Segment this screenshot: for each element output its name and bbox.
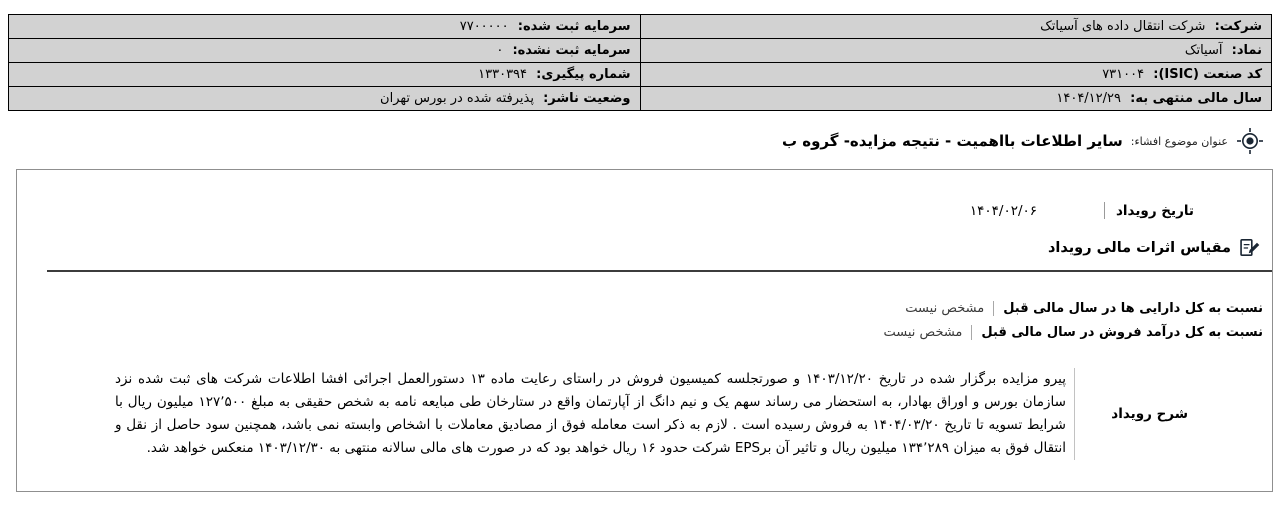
isic-code-value: ۷۳۱۰۰۴ — [1102, 67, 1145, 82]
financial-impact-title: مقیاس اثرات مالی رویداد — [1047, 239, 1231, 256]
registered-capital-cell — [9, 15, 641, 39]
total-assets-ratio-label: نسبت به کل دارایی ها در سال مالی قبل — [1003, 300, 1263, 316]
ratio-row-total-assets — [17, 299, 1263, 317]
impact-ratio-rows — [17, 299, 1263, 341]
fiscal-year-label: سال مالی منتهی به: — [1130, 91, 1262, 106]
disclosure-subject-label: عنوان موضوع افشاء: — [1130, 134, 1228, 148]
isic-code-label: کد صنعت (ISIC): — [1153, 67, 1262, 82]
total-revenue-ratio-value: مشخص نیست — [883, 324, 963, 340]
event-date-value: ۱۴۰۴/۰۲/۰۶ — [969, 202, 1037, 219]
issuer-status-value: پذیرفته شده در بورس تهران — [380, 91, 534, 106]
target-icon — [1236, 127, 1264, 155]
event-date-row — [17, 202, 1194, 219]
issuer-status-label: وضعیت ناشر: — [543, 91, 631, 106]
tracking-number-cell — [9, 63, 641, 87]
event-description-label: شرح رویداد — [1074, 368, 1188, 460]
registered-capital-value: ۷۷۰۰۰۰۰ — [459, 19, 509, 34]
unregistered-capital-value: ۰ — [496, 43, 504, 58]
event-date-label: تاریخ رویداد — [1116, 202, 1194, 219]
issuer-status-cell — [9, 87, 641, 111]
table-row — [9, 63, 1272, 87]
unregistered-capital-label: سرمایه ثبت نشده: — [512, 43, 631, 58]
fiscal-year-value: ۱۴۰۴/۱۲/۲۹ — [1056, 91, 1121, 106]
company-name-value: شرکت انتقال داده های آسیاتک — [1040, 19, 1206, 34]
financial-impact-header — [17, 236, 1261, 259]
event-description-text: پیرو مزایده برگزار شده در تاریخ ۱۴۰۳/۱۲/۲۰ و صورتجلسه کمیسیون فروش در راستای رعایت ماده ۱۳ دستورالعمل اجرائی افشا اطلاعات شرکت های ثبت شده نزد سازمان بورس و اوراق بهادار، به استحضار می رساند سهم یک و نیم دانگ از آپارتمان واقع در ستارخان طی مبایعه نامه به شخص حقیقی به مبلغ ۱۲۷٬۵۰۰ میلیون ریال با شرایط تسویه تا تاریخ ۱۴۰۴/۰۳/۲۰ به فروش رسیده است . لازم به ذکر است معامله فوق از مصادیق معاملات با اشخاص وابسته نمی باشد، همچنین سود حاصل از نقل و انتقال فوق به میزان ۱۳۴٬۲۸۹ میلیون ریال و تاثیر آن برEPS شرکت حدود ۱۶ ریال خواهد بود که در صورت های مالی سالانه منتهی به ۱۴۰۳/۱۲/۳۰ منعکس خواهد شد. — [115, 371, 1067, 456]
company-name-cell — [640, 15, 1272, 39]
event-description-row — [115, 368, 1188, 460]
memo-pencil-icon — [1238, 236, 1261, 259]
ticker-value: آسیاتک — [1184, 43, 1223, 58]
disclosure-subject-title: سایر اطلاعات بااهمیت - نتیجه مزایده- گروه ب — [781, 132, 1123, 150]
registered-capital-label: سرمایه ثبت شده: — [517, 19, 631, 34]
company-info-table — [8, 14, 1272, 111]
ticker-label: نماد: — [1231, 43, 1262, 58]
disclosure-panel — [16, 169, 1273, 492]
table-row — [9, 15, 1272, 39]
fiscal-year-cell — [640, 87, 1272, 111]
isic-code-cell — [640, 63, 1272, 87]
company-name-label: شرکت: — [1214, 19, 1262, 34]
unregistered-capital-cell — [9, 39, 641, 63]
tracking-number-value: ۱۳۳۰۳۹۴ — [478, 67, 528, 82]
ratio-row-total-revenue — [17, 323, 1263, 341]
tracking-number-label: شماره پیگیری: — [536, 67, 631, 82]
table-row — [9, 39, 1272, 63]
horizontal-rule — [47, 270, 1272, 272]
vertical-separator — [1104, 202, 1105, 219]
total-assets-ratio-value: مشخص نیست — [905, 300, 985, 316]
disclosure-subject-row — [0, 126, 1264, 156]
vertical-separator — [971, 325, 972, 340]
vertical-separator — [993, 301, 994, 316]
ticker-cell — [640, 39, 1272, 63]
total-revenue-ratio-label: نسبت به کل درآمد فروش در سال مالی قبل — [981, 324, 1263, 340]
table-row — [9, 87, 1272, 111]
